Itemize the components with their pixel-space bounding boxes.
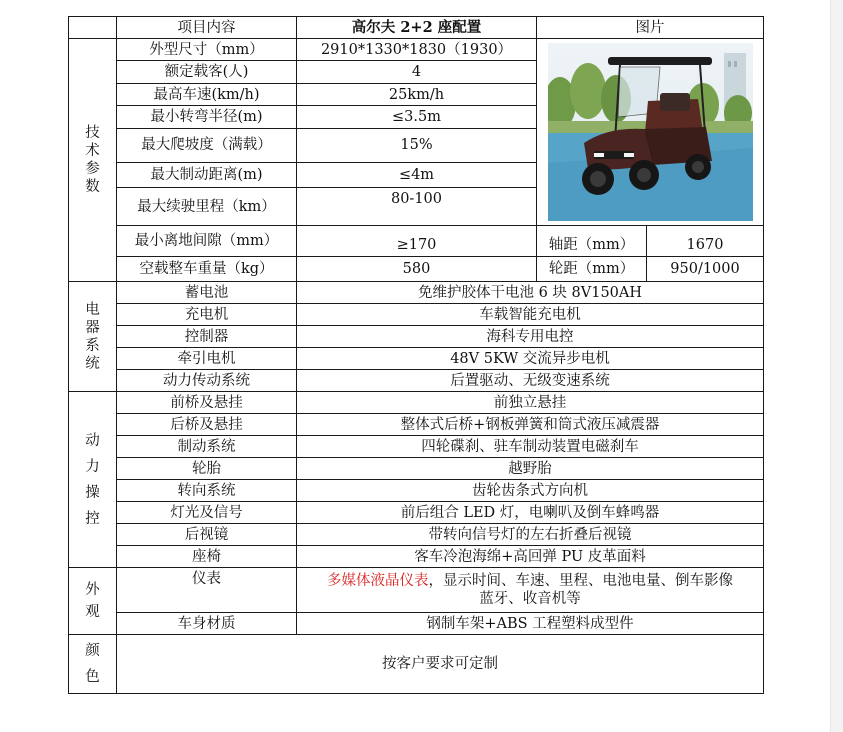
row-value: 齿轮齿条式方向机 [297,480,764,502]
header-item: 项目内容 [117,17,297,39]
row-value: 后置驱动、无级变速系统 [297,370,764,392]
table-row [69,568,764,613]
row-label: 转向系统 [117,480,297,502]
row-value: 25km/h [297,83,537,105]
row-value: 客车冷泡海绵+高回弹 PU 皮革面料 [297,546,764,568]
table-row [69,282,764,304]
row-value: 15% [297,128,537,162]
row-value: 四轮碟刹、驻车制动装置电磁刹车 [297,436,764,458]
dashboard-rest: ，显示时间、车速、里程、电池电量、倒车影像 [428,573,733,589]
table-row [69,326,764,348]
spec-table [68,16,764,694]
row-label: 最高车速(km/h) [117,83,297,105]
row-value: 48V 5KW 交流异步电机 [297,348,764,370]
dashboard-value [297,568,764,613]
row-value: 越野胎 [297,458,764,480]
row-label: 前桥及悬挂 [117,392,297,414]
row-label: 后桥及悬挂 [117,414,297,436]
golf-cart-photo [548,43,753,221]
table-row [69,392,764,414]
row-label: 最小转弯半径(m) [117,106,297,128]
table-row [69,304,764,326]
table-row [69,257,764,282]
table-row [69,546,764,568]
row-value: 整体式后桥+钢板弹簧和筒式液压减震器 [297,414,764,436]
table-row [69,348,764,370]
row-value: ≤4m [297,162,537,188]
section-electrical: 电器系统 [69,282,117,392]
row-label: 牵引电机 [117,348,297,370]
row-label: 灯光及信号 [117,502,297,524]
table-row [69,458,764,480]
table-row [69,480,764,502]
header-row [69,17,764,39]
row-value: 580 [297,257,537,282]
track-value: 950/1000 [647,257,764,282]
row-value: 车载智能充电机 [297,304,764,326]
row-value: 80-100 [297,188,537,226]
color-value: 按客户要求可定制 [117,635,764,694]
header-blank [69,17,117,39]
row-label: 后视镜 [117,524,297,546]
row-label: 外型尺寸（mm） [117,39,297,61]
row-label: 控制器 [117,326,297,348]
row-value: 钢制车架+ABS 工程塑料成型件 [297,613,764,635]
table-row [69,226,764,257]
wheelbase-label: 轴距（mm） [537,226,647,257]
row-label: 最大续驶里程（km） [117,188,297,226]
table-row [69,436,764,458]
row-label: 车身材质 [117,613,297,635]
section-appearance: 外观 [69,568,117,635]
table-row [69,613,764,635]
section-power: 动力操控 [69,392,117,568]
header-config: 高尔夫 2+2 座配置 [297,17,537,39]
row-label: 空载整车重量（kg） [117,257,297,282]
row-label: 制动系统 [117,436,297,458]
row-label: 额定载客(人) [117,61,297,83]
car-photo-cell [537,39,764,226]
scrollbar[interactable] [830,0,843,732]
row-label: 轮胎 [117,458,297,480]
dashboard-line2: 蓝牙、收音机等 [479,591,581,607]
row-value: 免维护胶体干电池 6 块 8V150AH [297,282,764,304]
wheelbase-value: 1670 [647,226,764,257]
row-value: ≥170 [297,226,537,257]
table-row [69,502,764,524]
table-row [69,524,764,546]
row-value: 海科专用电控 [297,326,764,348]
header-picture: 图片 [537,17,764,39]
row-value: 带转向信号灯的左右折叠后视镜 [297,524,764,546]
table-row [69,39,764,61]
row-label: 蓄电池 [117,282,297,304]
row-label: 最小离地间隙（mm） [117,226,297,257]
table-row [69,414,764,436]
row-value: ≤3.5m [297,106,537,128]
dashboard-highlight: 多媒体液晶仪表 [327,573,429,589]
row-label: 最大爬坡度（满载） [117,128,297,162]
row-value: 前独立悬挂 [297,392,764,414]
row-label: 动力传动系统 [117,370,297,392]
section-color: 颜色 [69,635,117,694]
row-label: 座椅 [117,546,297,568]
dashboard-label: 仪表 [117,568,297,613]
section-tech: 技术参数 [69,39,117,282]
row-label: 最大制动距离(m) [117,162,297,188]
table-row [69,370,764,392]
row-value: 4 [297,61,537,83]
table-row [69,635,764,694]
track-label: 轮距（mm） [537,257,647,282]
row-value: 2910*1330*1830（1930） [297,39,537,61]
row-label: 充电机 [117,304,297,326]
row-value: 前后组合 LED 灯，电喇叭及倒车蜂鸣器 [297,502,764,524]
